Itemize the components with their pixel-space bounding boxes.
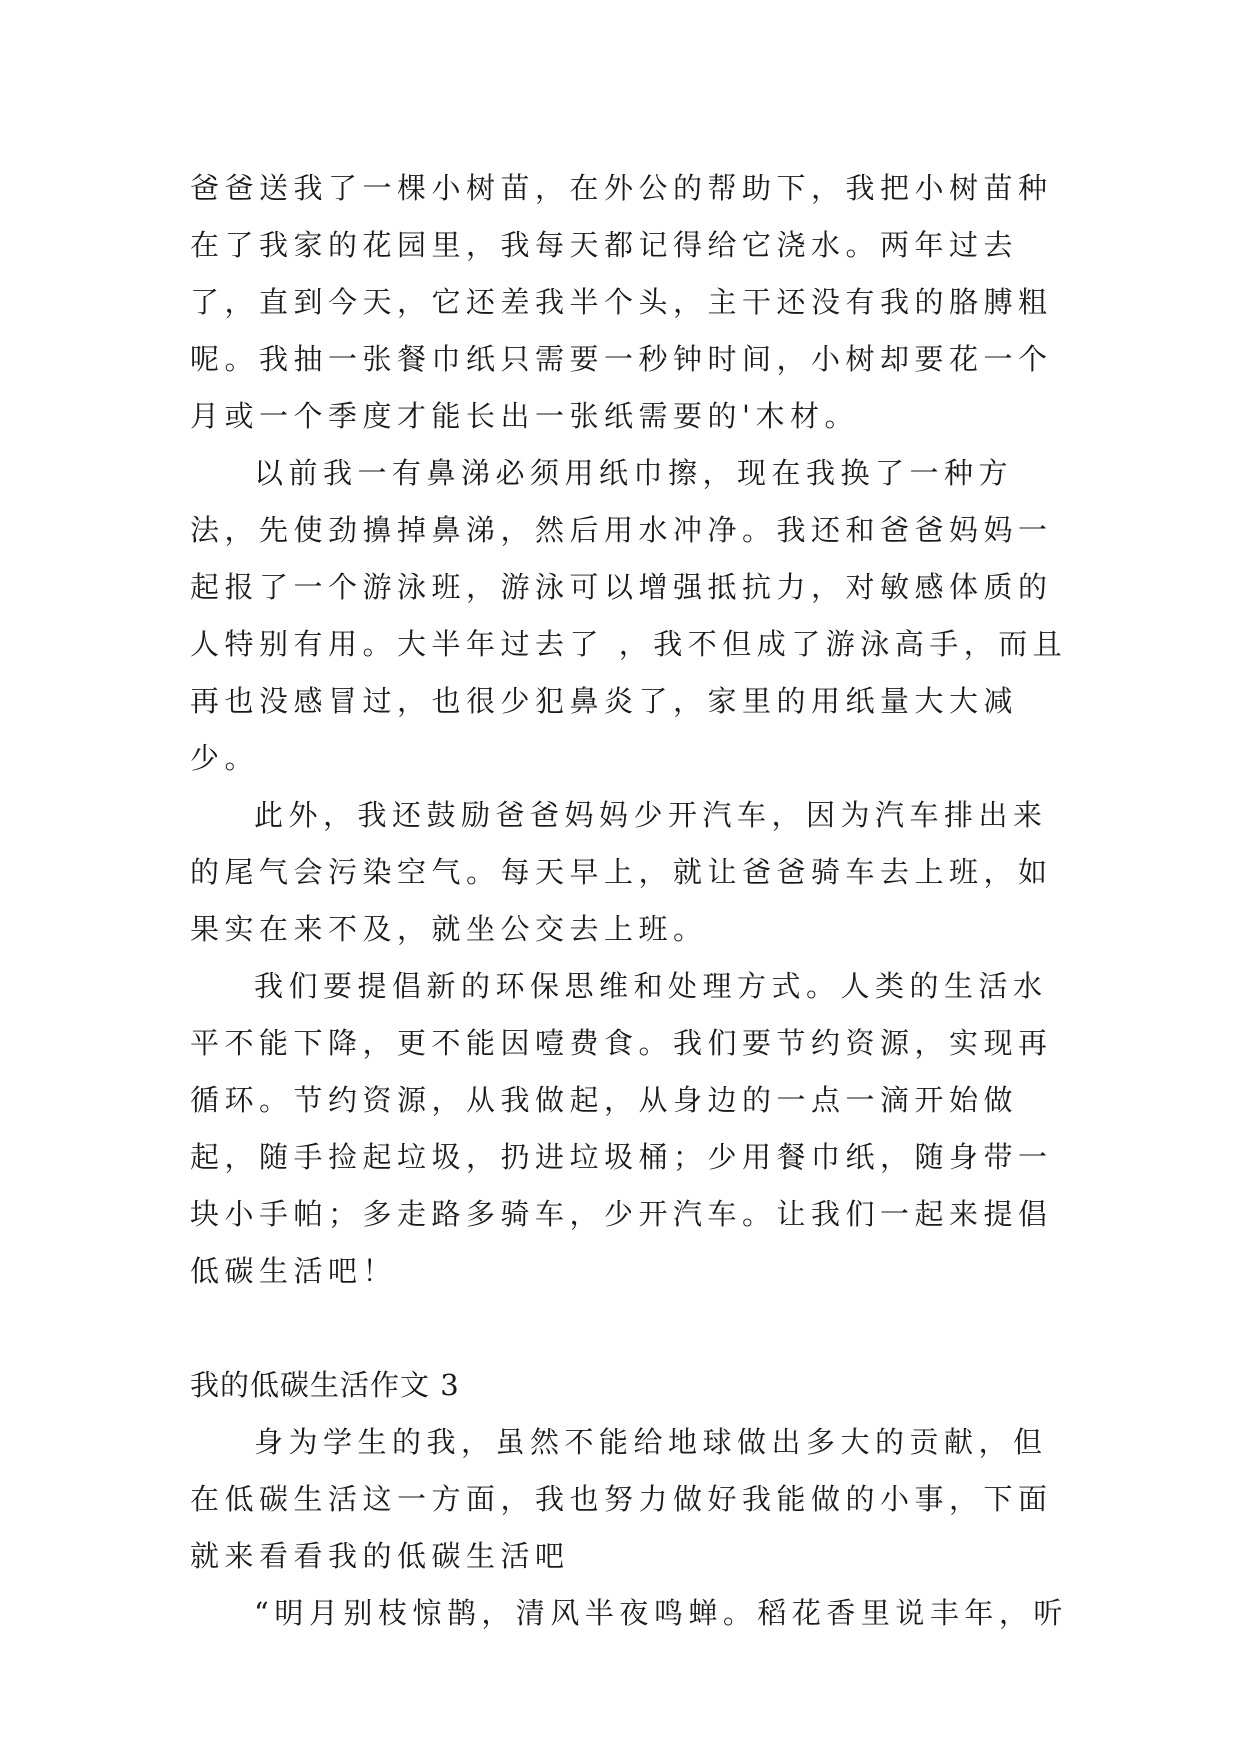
- section-heading: 我的低碳生活作文 3: [190, 1368, 460, 1402]
- paragraph-1: 爸爸送我了一棵小树苗，在外公的帮助下，我把小树苗种在了我家的花园里，我每天都记得给它浇水。两年过去了，直到今天，它还差我半个头，主干还没有我的胳膊粗呢。我抽一张餐巾纸只需要一秒钟时间，小树却要花一个月或一个季度才能长出一张纸需要的'木材。: [190, 171, 1053, 433]
- section-paragraph-1: 身为学生的我，虽然不能给地球做出多大的贡献，但在低碳生活这一方面，我也努力做好我能做的小事，下面就来看看我的低碳生活吧: [190, 1425, 1053, 1573]
- paragraph-2: 以前我一有鼻涕必须用纸巾擦，现在我换了一种方法，先使劲擤掉鼻涕，然后用水冲净。我还和爸爸妈妈一起报了一个游泳班，游泳可以增强抵抗力，对敏感体质的人特别有用。大半年过去了 ，我不但成了游泳高手，而且再也没感冒过，也很少犯鼻炎了，家里的用纸量大大减少。: [190, 456, 1068, 775]
- section-paragraph-2: “明月别枝惊鹊，清风半夜鸣蝉。稻花香里说丰年，听: [254, 1596, 1068, 1630]
- paragraph-4: 我们要提倡新的环保思维和处理方式。人类的生活水平不能下降，更不能因噎费食。我们要节约资源，实现再循环。节约资源，从我做起，从身边的一点一滴开始做起，随手捡起垃圾，扔进垃圾桶；少用餐巾纸，随身带一块小手帕；多走路多骑车，少开汽车。让我们一起来提倡低碳生活吧！: [190, 969, 1053, 1288]
- document-body: [190, 160, 1070, 1642]
- paragraph-3: 此外，我还鼓励爸爸妈妈少开汽车，因为汽车排出来的尾气会污染空气。每天早上，就让爸爸骑车去上班，如果实在来不及，就坐公交去上班。: [190, 798, 1053, 946]
